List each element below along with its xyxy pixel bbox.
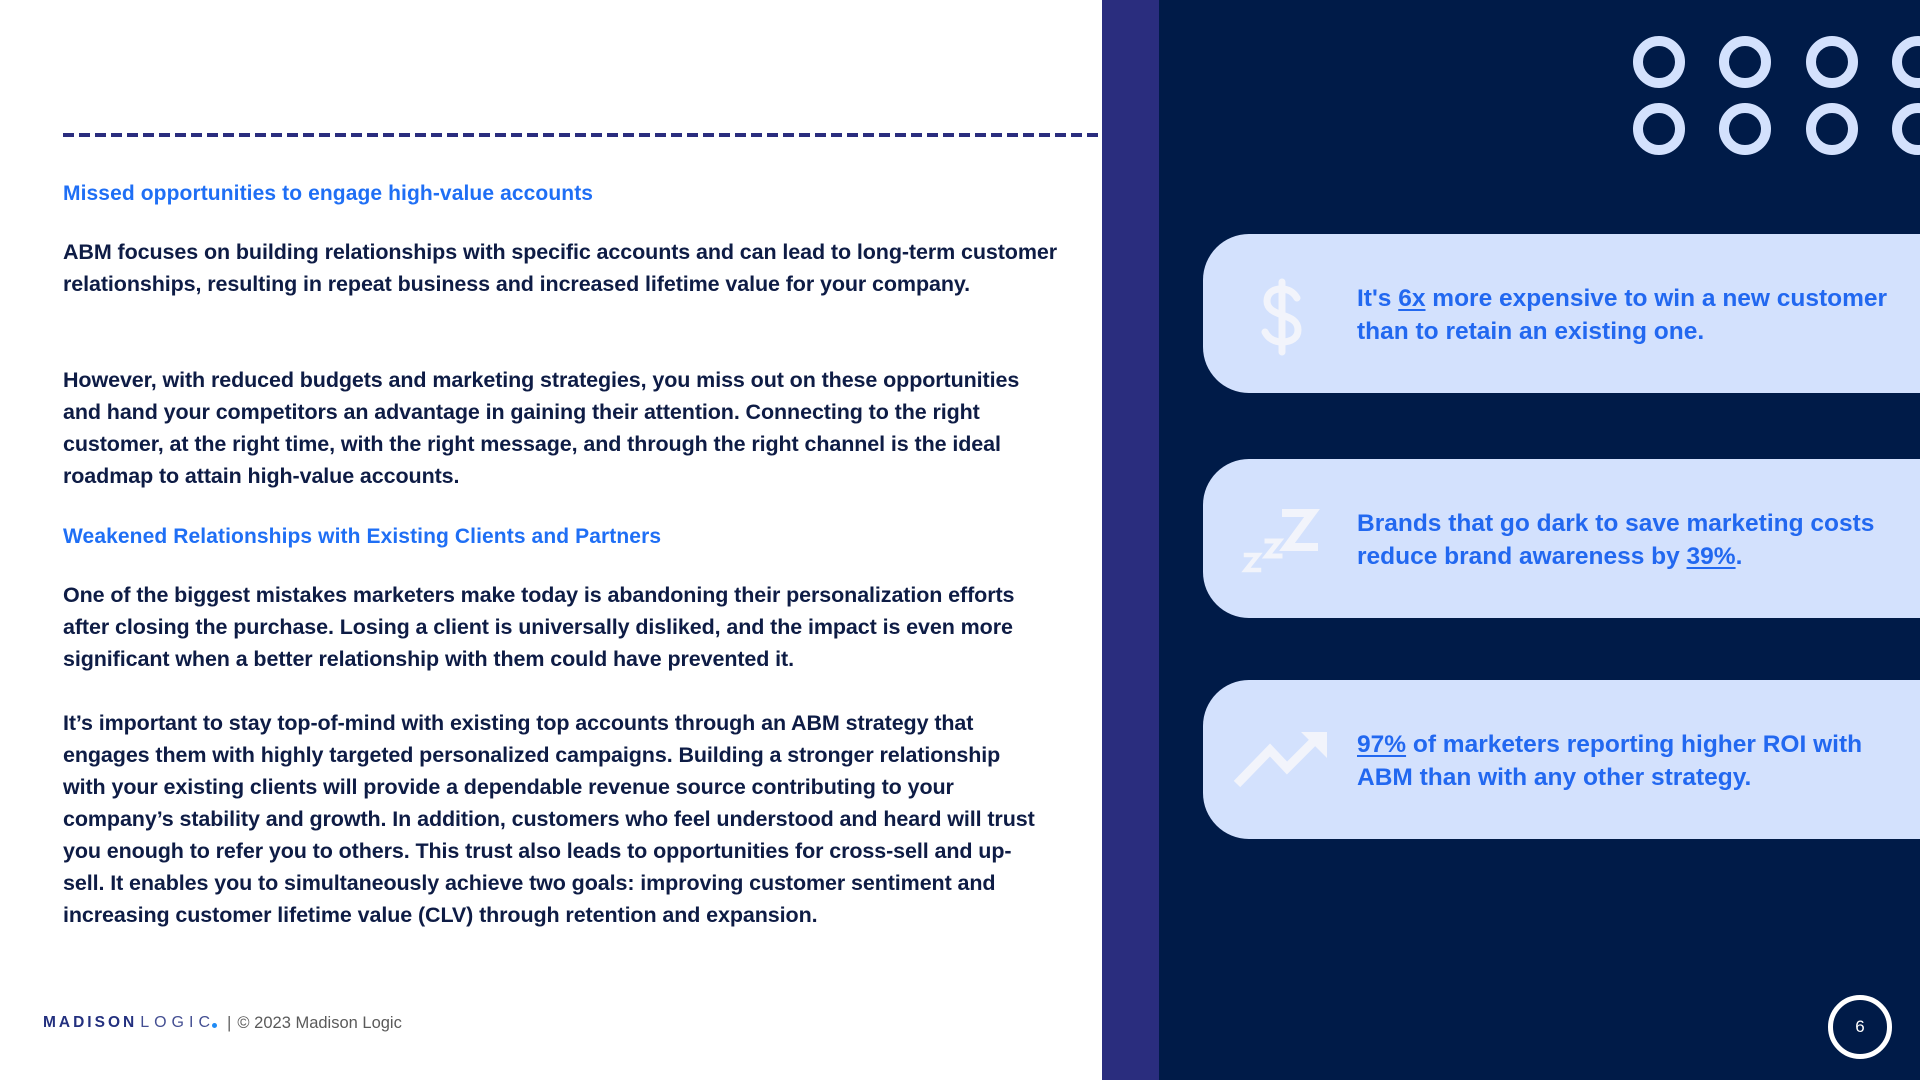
stat-card-brand-awareness — [1203, 459, 1920, 618]
trending-up-icon — [1231, 728, 1331, 790]
copyright-text: © 2023 Madison Logic — [237, 1013, 402, 1032]
decorative-ring-icon — [1633, 103, 1685, 155]
decorative-ring-icon — [1719, 36, 1771, 88]
stat-highlight: 6x — [1398, 285, 1426, 312]
decorative-ring-icon — [1892, 36, 1920, 88]
footer — [43, 1011, 402, 1035]
madison-logic-logo — [43, 1014, 217, 1032]
decorative-ring-icon — [1806, 103, 1858, 155]
stat-text: It's 6x more expensive to win a new customer than to retain an existing one. — [1357, 285, 1888, 345]
section-heading-missed-opportunities: Missed opportunities to engage high-value accounts — [63, 182, 594, 205]
sleep-zzz-icon — [1241, 507, 1321, 577]
stat-card-retention-cost — [1203, 234, 1920, 393]
logo-wordmark-bold: MADISON — [43, 1014, 138, 1031]
stat-highlight: 39% — [1686, 543, 1736, 570]
paragraph: One of the biggest mistakes marketers make today is abandoning their personalization efforts after closing the purchase. Losing a client is universally disliked, and the impact is even more significant when a better relationship with them could have prevented it. — [63, 583, 1015, 671]
dashed-divider — [63, 133, 1099, 137]
decorative-ring-icon — [1719, 103, 1771, 155]
stat-text: Brands that go dark to save marketing costs reduce brand awareness by 39%. — [1357, 510, 1875, 570]
stats-panel — [1159, 0, 1920, 1080]
stat-text: 97% of marketers reporting higher ROI with ABM than with any other strategy. — [1357, 731, 1863, 791]
stat-highlight: 97% — [1357, 731, 1407, 758]
decorative-ring-icon — [1892, 103, 1920, 155]
decorative-ring-icon — [1806, 36, 1858, 88]
page-number-badge: 6 — [1828, 995, 1892, 1059]
accent-stripe — [1102, 0, 1159, 1080]
stat-card-abm-roi — [1203, 680, 1920, 839]
paragraph: ABM focuses on building relationships with specific accounts and can lead to long-term customer relationships, resulting in repeat business and increased lifetime value for your company. — [63, 240, 1057, 296]
paragraph: It’s important to stay top-of-mind with existing top accounts through an ABM strategy that engages them with highly targeted personalized campaigns. Building a stronger relationship with your existing clients will provide a dependable revenue source contributing to your company’s stability and growth. In addition, customers who feel understood and heard will trust you enough to refer you to others. This trust also leads to opportunities for cross-sell and up-sell. It enables you to simultaneously achieve two goals: improving customer sentiment and increasing customer lifetime value (CLV) through retention and expansion. — [63, 711, 1035, 927]
logo-wordmark-light: LOGIC — [140, 1014, 215, 1031]
footer-separator: | — [227, 1013, 232, 1032]
section-heading-weakened-relationships: Weakened Relationships with Existing Clients and Partners — [63, 525, 662, 548]
dollar-icon — [1257, 278, 1307, 356]
decorative-ring-icon — [1633, 36, 1685, 88]
paragraph: However, with reduced budgets and marketing strategies, you miss out on these opportunities and hand your competitors an advantage in gaining their attention. Connecting to the right customer, at the right time, with the right message, and through the right channel is the ideal roadmap to attain high-value accounts. — [63, 368, 1020, 488]
